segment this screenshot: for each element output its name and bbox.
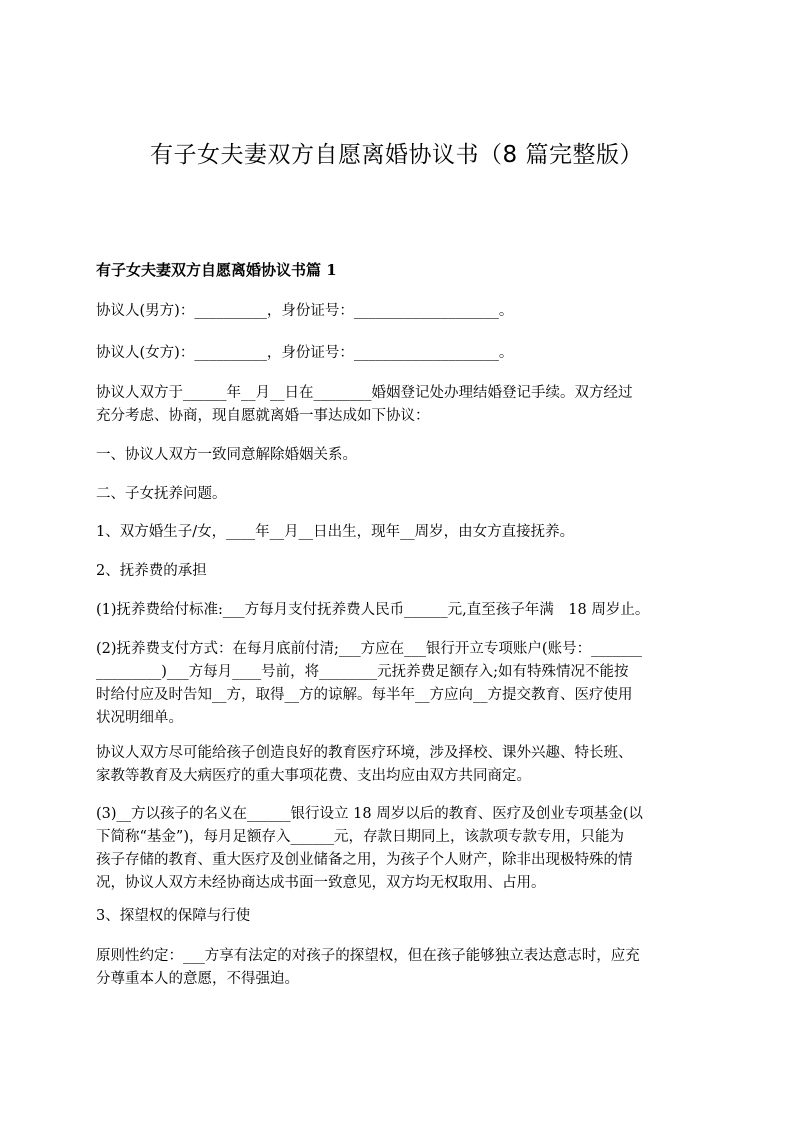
text-line: 状况明细单。 bbox=[96, 710, 183, 726]
text-line: 下简称“基金”)，每月足额存入______元，存款日期同上，该款项专款专用，只能为 bbox=[96, 829, 624, 845]
text-line: 协议人双方尽可能给孩子创造良好的教育医疗环境，涉及择校、课外兴趣、特长班、 bbox=[96, 745, 633, 761]
text-line: 充分考虑、协商，现自愿就离婚一事达成如下协议： bbox=[96, 408, 430, 424]
paragraph-child-info bbox=[96, 521, 706, 544]
text-line: 一、协议人双方一致同意解除婚姻关系。 bbox=[96, 447, 357, 463]
paragraph-fund bbox=[96, 803, 706, 895]
paragraph-visitation-principle bbox=[96, 945, 706, 991]
text-line: 况，协议人双方未经协商达成书面一致意见，双方均无权取用、占用。 bbox=[96, 875, 546, 891]
text-line: 1、双方婚生子/女，____年__月__日出生，现年__周岁，由女方直接抚养。 bbox=[96, 524, 575, 540]
text-line: 2、抚养费的承担 bbox=[96, 563, 207, 579]
text-line: 协议人(女方)：__________，身份证号：____________________。 bbox=[96, 345, 514, 361]
paragraph-visitation-heading bbox=[96, 905, 706, 928]
text-line: (3)__方以孩子的名义在______银行设立 18 周岁以后的教育、医疗及创业专项基金(以 bbox=[96, 806, 643, 822]
paragraph-male-party bbox=[96, 300, 706, 323]
text-line: 孩子存储的教育、重大医疗及创业储备之用，为孩子个人财产，除非出现极特殊的情 bbox=[96, 852, 633, 868]
text-line: 分尊重本人的意愿，不得强迫。 bbox=[96, 971, 299, 987]
paragraph-support-standard bbox=[96, 599, 706, 622]
document-title: 有子女夫妻双方自愿离婚协议书（8 篇完整版） bbox=[150, 142, 643, 168]
paragraph-support-payment bbox=[96, 638, 706, 730]
text-line: 3、探望权的保障与行使 bbox=[96, 908, 251, 924]
text-line: 原则性约定：___方享有法定的对孩子的探望权，但在孩子能够独立表达意志时，应充 bbox=[96, 948, 640, 964]
paragraph-support-heading bbox=[96, 560, 706, 583]
text-line: 家教等教育及大病医疗的重大事项花费、支出均应由双方共同商定。 bbox=[96, 768, 531, 784]
text-line: (2)抚养费支付方式：在每月底前付清;___方应在___银行开立专项账户(账号：_______ bbox=[96, 641, 642, 657]
text-line: _________)___方每月____号前，将________元抚养费足额存入;如有特殊情况不能按 bbox=[96, 664, 629, 680]
text-line: (1)抚养费给付标准:___方每月支付抚养费人民币______元,直至孩子年满 18 周岁止。 bbox=[96, 602, 650, 618]
section-heading: 有子女夫妻双方自愿离婚协议书篇 1 bbox=[96, 261, 337, 279]
text-line: 协议人(男方)：__________，身份证号：____________________。 bbox=[96, 303, 514, 319]
paragraph-marriage-registration bbox=[96, 382, 706, 428]
paragraph-clause-2 bbox=[96, 483, 706, 506]
text-line: 二、子女抚养问题。 bbox=[96, 486, 227, 502]
paragraph-female-party bbox=[96, 342, 706, 365]
text-line: 协议人双方于______年__月__日在________婚姻登记处办理结婚登记手续。双方经过 bbox=[96, 385, 633, 401]
paragraph-clause-1 bbox=[96, 444, 706, 467]
paragraph-education-medical bbox=[96, 742, 706, 788]
text-line: 时给付应及时告知__方，取得__方的谅解。每半年__方应向__方提交教育、医疗使用 bbox=[96, 687, 633, 703]
